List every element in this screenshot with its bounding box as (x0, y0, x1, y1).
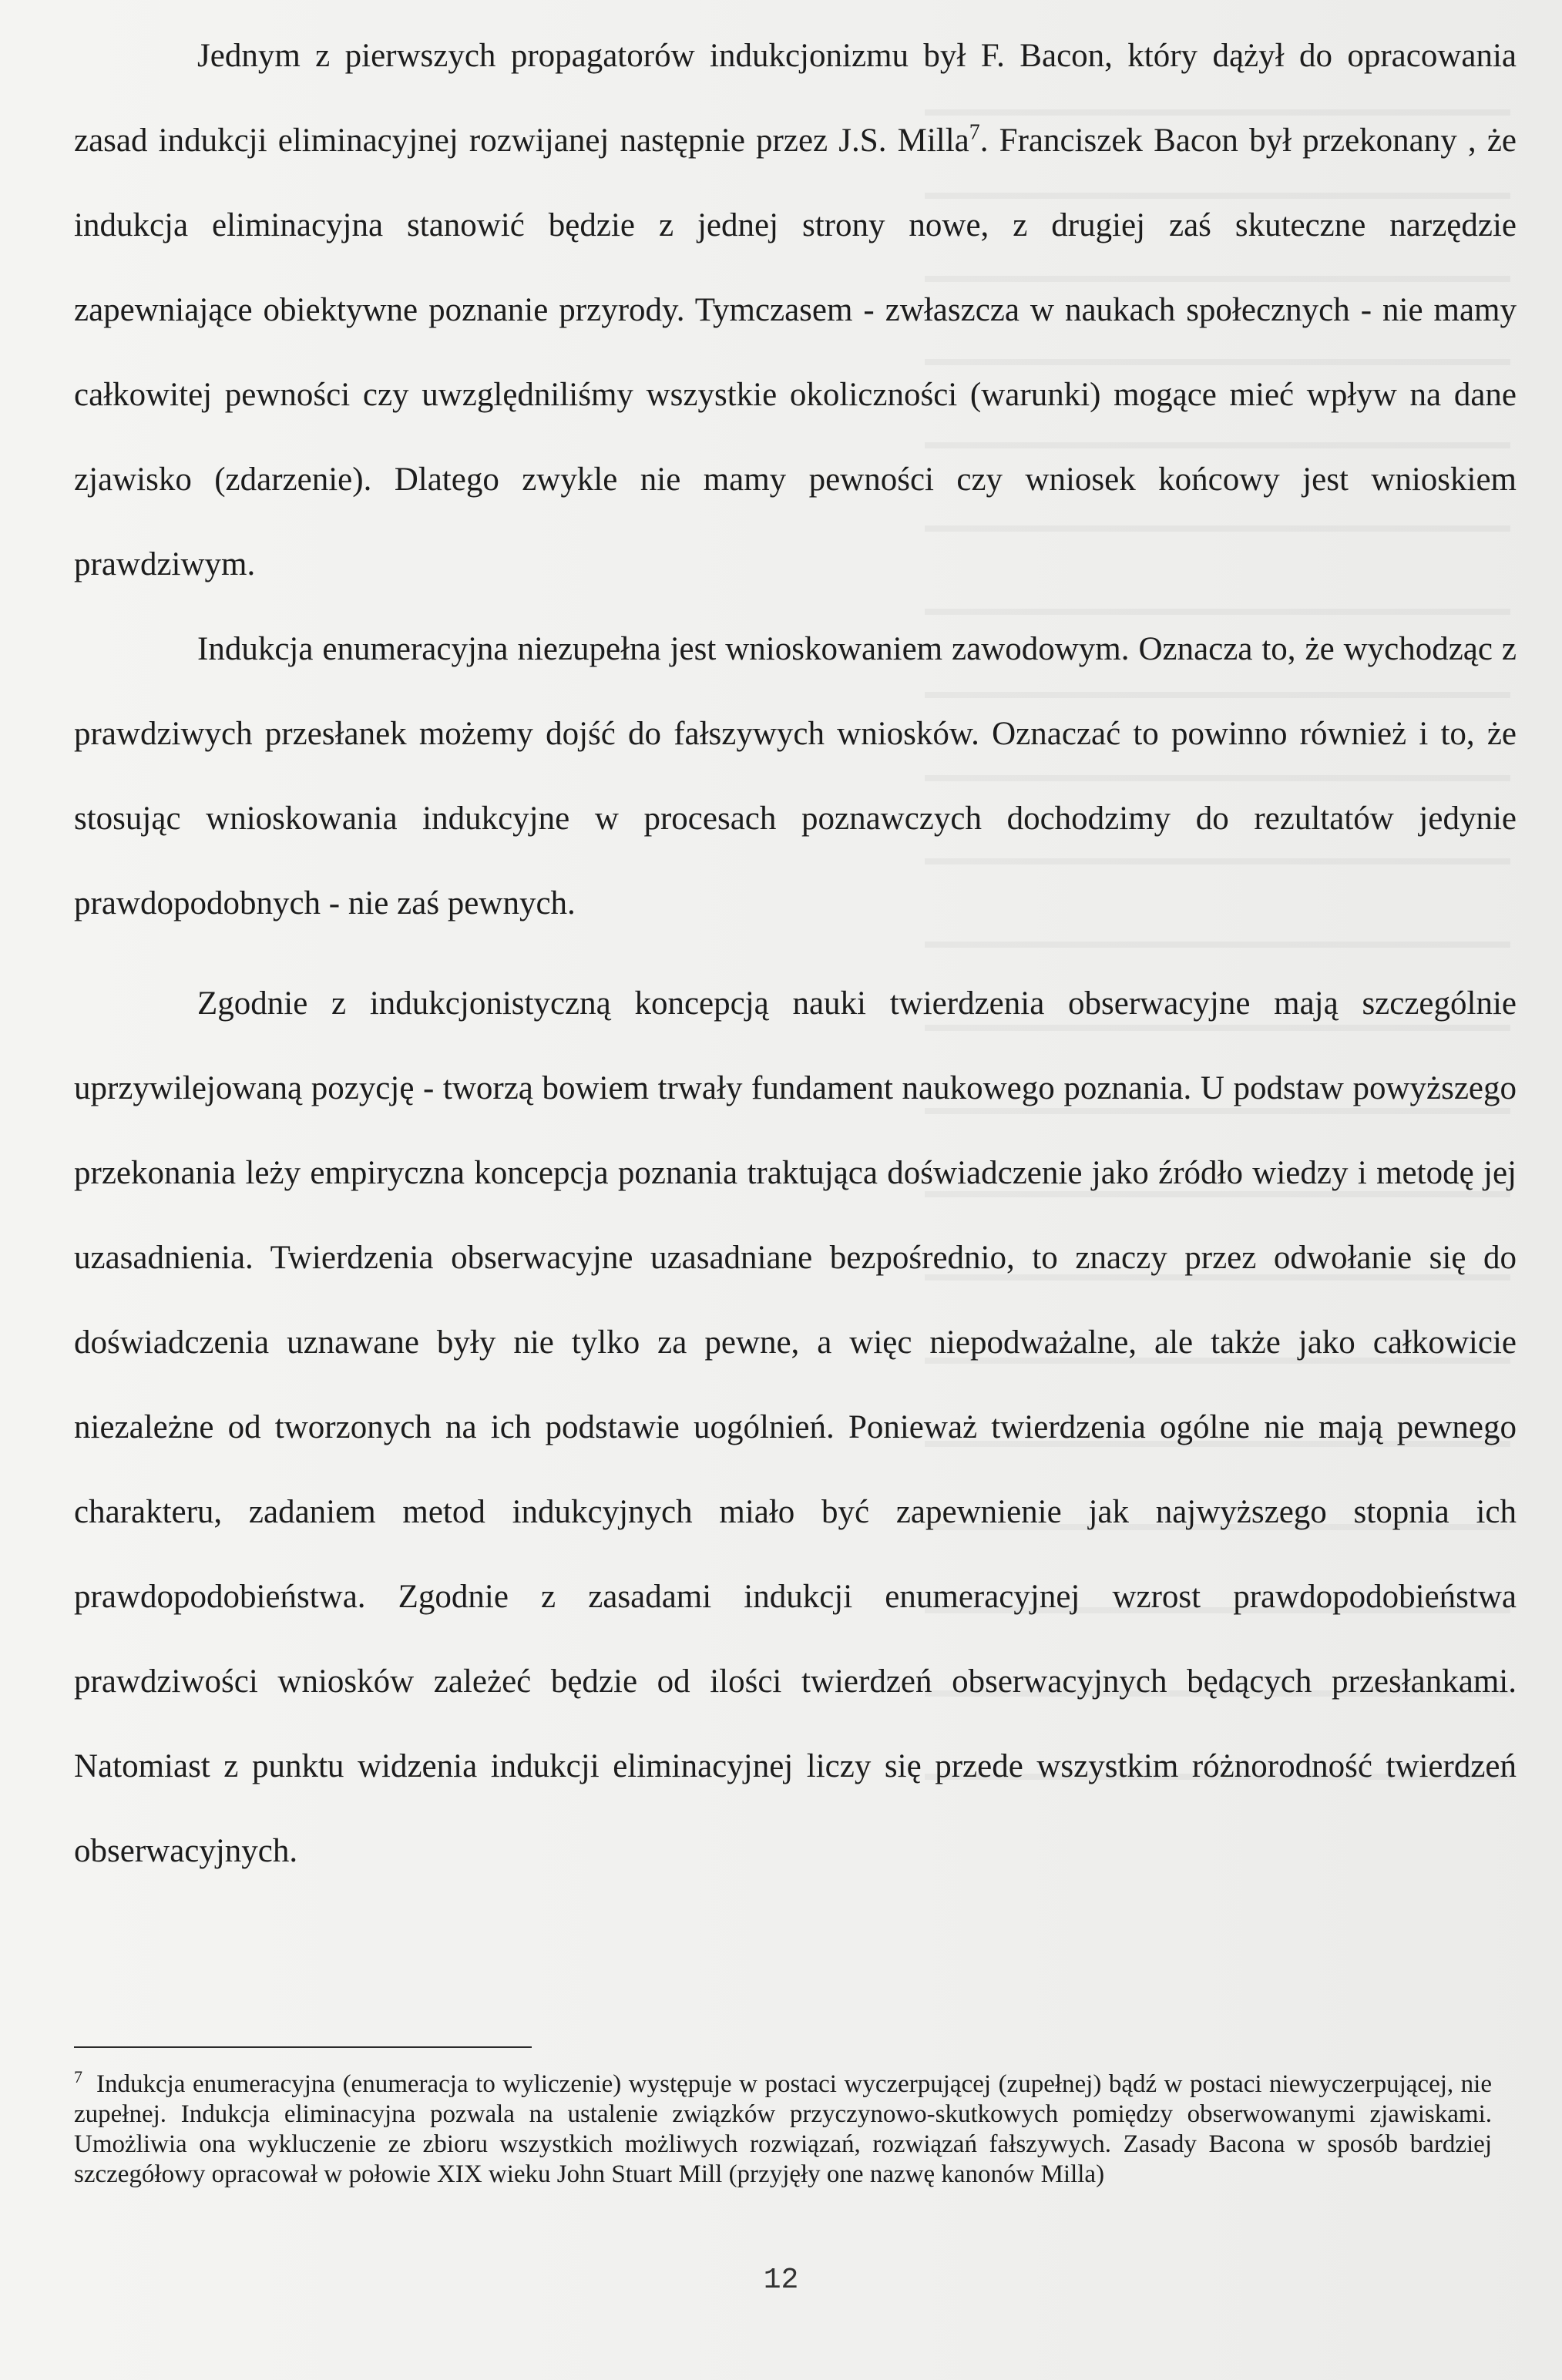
paragraph-inductionist-concept: Zgodnie z indukcjonistyczną koncepcją nauki twierdzenia obserwacyjne mają szczególnie uprzywilejowaną pozycję - tworzą bowiem trwały fundament naukowego poznania. U podstaw powyższego przekonania leży empiryczna koncepcja poznania traktująca doświadczenie jako źródło wiedzy i metodę jej uzasadnienia. Twierdzenia obserwacyjne uzasadniane bezpośrednio, to znaczy przez odwołanie się do doświadczenia uznawane były nie tylko za pewne, a więc niepodważalne, ale także jako całkowicie niezależne od tworzonych na ich podstawie uogólnień. Ponieważ twierdzenia ogólne nie mają pewnego charakteru, zadaniem metod indukcyjnych miało być zapewnienie jak najwyższego stopnia ich prawdopodobieństwa. Zgodnie z zasadami indukcji enumeracyjnej wzrost prawdopodobieństwa prawdziwości wniosków zależeć będzie od ilości twierdzeń obserwacyjnych będących przesłankami. Natomiast z punktu widzenia indukcji eliminacyjnej liczy się przede wszystkim różnorodność twierdzeń obserwacyjnych. (74, 985, 1517, 1869)
paragraph-bacon (74, 14, 1517, 607)
paragraph-enumerative-induction: Indukcja enumeracyjna niezupełna jest wnioskowaniem zawodowym. Oznacza to, że wychodząc z prawdziwych przesłanek możemy dojść do fałszywych wniosków. Oznaczać to powinno również i to, że stosując wnioskowania indukcyjne w procesach poznawczych dochodzimy do rezultatów jedynie prawdopodobnych - nie zaś pewnych. (74, 631, 1517, 921)
footnote-text: Indukcja enumeracyjna (enumeracja to wyliczenie) występuje w postaci wyczerpującej (zupełnej) bądź w postaci niewyczerpującej, nie zupełnej. Indukcja eliminacyjna pozwala na ustalenie związków przyczynowo-skutkowych pomiędzy obserwowanymi zjawiskami. Umożliwia ona wykluczenie ze zbioru wszystkich możliwych rozwiązań, rozwiązań fałszywych. Zasady Bacona w sposób bardziej szczegółowy opracował w połowie XIX wieku John Stuart Mill (przyjęły one nazwę kanonów Milla) (74, 2070, 1492, 2188)
footnote-separator (74, 2046, 532, 2048)
main-text (74, 14, 1517, 1894)
page-number: 12 (763, 2264, 799, 2297)
footnote (74, 2069, 1492, 2190)
footnote-reference[interactable]: 7 (969, 120, 980, 145)
paragraph-bacon-text-end: . Franciszek Bacon był przekonany , że indukcja eliminacyjna stanowić będzie z jednej strony nowe, z drugiej zaś skuteczne narzędzie zapewniające obiektywne poznanie przyrody. Tymczasem - zwłaszcza w naukach społecznych - nie mamy całkowitej pewności czy uwzględniliśmy wszystkie okoliczności (warunki) mogące mieć wpływ na dane zjawisko (zdarzenie). Dlatego zwykle nie mamy pewności czy wniosek końcowy jest wnioskiem prawdziwym. (74, 123, 1517, 582)
paragraph-bacon-text-start: Jednym z pierwszych propagatorów indukcjonizmu był F. Bacon, który dążył do opracowania zasad indukcji eliminacyjnej rozwijanej następnie przez J.S. Milla (74, 38, 1517, 159)
footnote-marker: 7 (74, 2067, 82, 2086)
